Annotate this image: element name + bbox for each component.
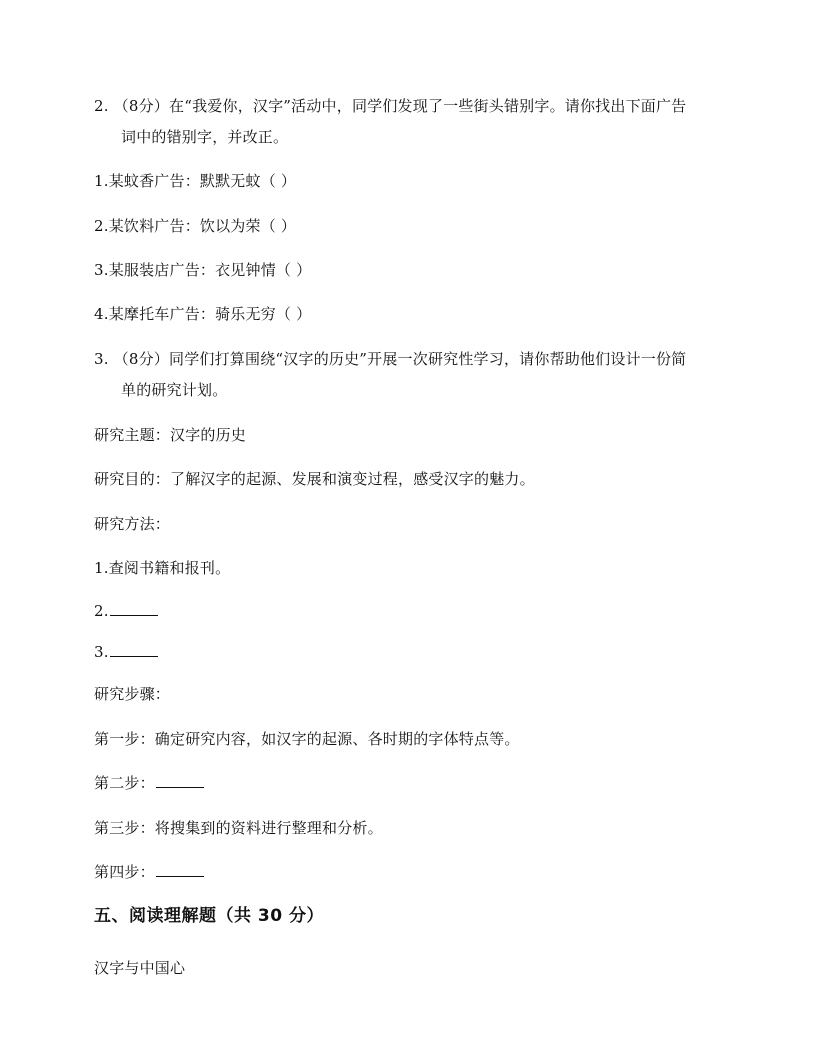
question-2-item-2: 2.某饮料广告：饮以为荣（ ）: [94, 217, 297, 235]
research-method-3-number: 3.: [94, 643, 109, 661]
research-purpose: 研究目的：了解汉字的起源、发展和演变过程，感受汉字的魅力。: [94, 470, 535, 488]
research-method-2-number: 2.: [94, 602, 109, 620]
research-step-4: [94, 861, 204, 883]
research-step-4-label: 第四步：: [94, 863, 155, 881]
question-2-item-3: 3.某服装店广告：衣见钟情（ ）: [94, 261, 312, 279]
question-2-item-4: 4.某摩托车广告：骑乐无穷（ ）: [94, 305, 312, 323]
question-2-item-1: 1.某蚊香广告：默默无蚊（ ）: [94, 172, 297, 190]
reading-passage-title: 汉字与中国心: [94, 959, 186, 977]
research-step-2: [94, 772, 204, 794]
answer-blank[interactable]: [110, 600, 158, 616]
research-step-2-label: 第二步：: [94, 774, 155, 792]
question-3-stem-line-1: 3. （8分）同学们打算围绕“汉字的历史”开展一次研究性学习，请你帮助他们设计一份简: [94, 350, 687, 368]
research-methods-label: 研究方法：: [94, 515, 171, 533]
answer-blank[interactable]: [156, 772, 204, 788]
question-3-stem-line-2: 单的研究计划。: [121, 381, 228, 399]
research-method-1: 1.查阅书籍和报刊。: [94, 559, 231, 577]
question-2-stem-line-2: 词中的错别字，并改正。: [121, 128, 289, 146]
research-steps-label: 研究步骤：: [94, 685, 171, 703]
research-topic: 研究主题：汉字的历史: [94, 426, 247, 444]
section-5-heading: 五、阅读理解题（共 30 分）: [94, 906, 324, 926]
research-method-2: [94, 600, 158, 622]
answer-blank[interactable]: [110, 641, 158, 657]
research-step-1: 第一步：确定研究内容，如汉字的起源、各时期的字体特点等。: [94, 730, 520, 748]
research-step-3: 第三步：将搜集到的资料进行整理和分析。: [94, 819, 383, 837]
answer-blank[interactable]: [156, 861, 204, 877]
research-method-3: [94, 641, 158, 663]
question-2-stem-line-1: 2. （8分）在“我爱你，汉字”活动中，同学们发现了一些街头错别字。请你找出下面广告: [94, 97, 687, 115]
